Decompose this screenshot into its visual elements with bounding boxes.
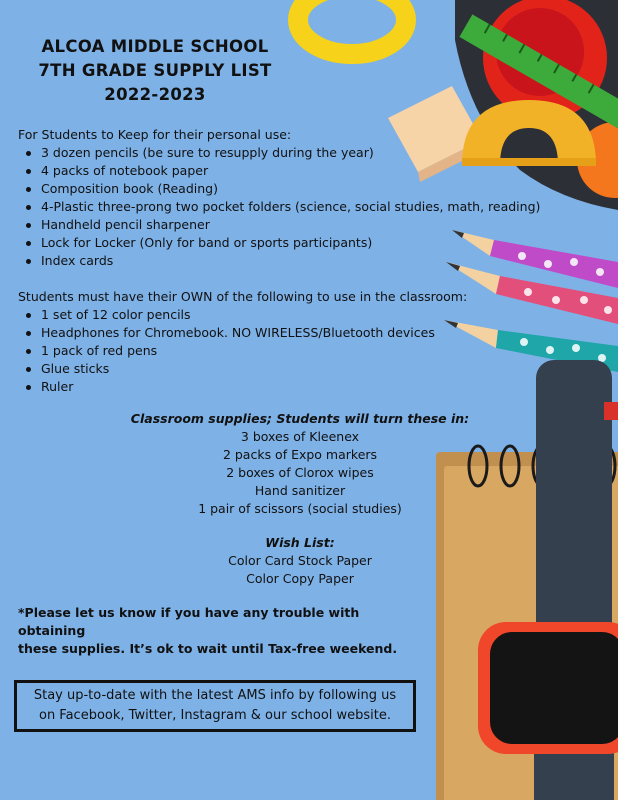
scissors-icon bbox=[298, 0, 406, 54]
list-item: 4-Plastic three-prong two pocket folders (science, social studies, math, reading) bbox=[24, 198, 540, 216]
school-year-heading: 2022-2023 bbox=[104, 85, 206, 104]
wish-list-heading: Wish List: bbox=[265, 535, 335, 550]
own-items-list bbox=[24, 306, 435, 396]
list-item: 1 set of 12 color pencils bbox=[24, 306, 435, 324]
note-line: these supplies. It’s ok to wait until Tax-free weekend. bbox=[18, 641, 398, 656]
classroom-supplies-heading: Classroom supplies; Students will turn these in: bbox=[130, 411, 470, 426]
list-item: 3 dozen pencils (be sure to resupply during the year) bbox=[24, 144, 540, 162]
list-item: 3 boxes of Kleenex bbox=[240, 429, 360, 444]
keep-section-intro: For Students to Keep for their personal use: bbox=[18, 127, 292, 142]
note-line: *Please let us know if you have any trouble with obtaining bbox=[18, 605, 360, 638]
list-item: 1 pair of scissors (social studies) bbox=[198, 501, 402, 516]
callout-line: Stay up-to-date with the latest AMS info by following us bbox=[33, 688, 397, 703]
classroom-supplies-section bbox=[100, 410, 500, 518]
list-item: 1 pack of red pens bbox=[24, 342, 435, 360]
list-item: 2 packs of Expo markers bbox=[222, 447, 378, 462]
social-media-callout-box bbox=[14, 680, 416, 732]
wish-list-section bbox=[100, 534, 500, 588]
grade-list-heading: 7TH GRADE SUPPLY LIST bbox=[38, 61, 272, 80]
list-item: Handheld pencil sharpener bbox=[24, 216, 540, 234]
list-item: Hand sanitizer bbox=[254, 483, 346, 498]
keep-items-list bbox=[24, 144, 540, 270]
list-item: Index cards bbox=[24, 252, 540, 270]
list-item: Glue sticks bbox=[24, 360, 435, 378]
list-item: 4 packs of notebook paper bbox=[24, 162, 540, 180]
list-item: Headphones for Chromebook. NO WIRELESS/Bluetooth devices bbox=[24, 324, 435, 342]
school-name-heading: ALCOA MIDDLE SCHOOL bbox=[41, 37, 269, 56]
list-item: Color Copy Paper bbox=[246, 571, 354, 586]
supply-help-note bbox=[18, 604, 418, 658]
list-item: Ruler bbox=[24, 378, 435, 396]
list-item: 2 boxes of Clorox wipes bbox=[226, 465, 374, 480]
callout-line: on Facebook, Twitter, Instagram & our school website. bbox=[38, 708, 392, 723]
list-item: Composition book (Reading) bbox=[24, 180, 540, 198]
own-section-intro: Students must have their OWN of the following to use in the classroom: bbox=[18, 289, 468, 304]
list-item: Color Card Stock Paper bbox=[228, 553, 372, 568]
list-item: Lock for Locker (Only for band or sports participants) bbox=[24, 234, 540, 252]
